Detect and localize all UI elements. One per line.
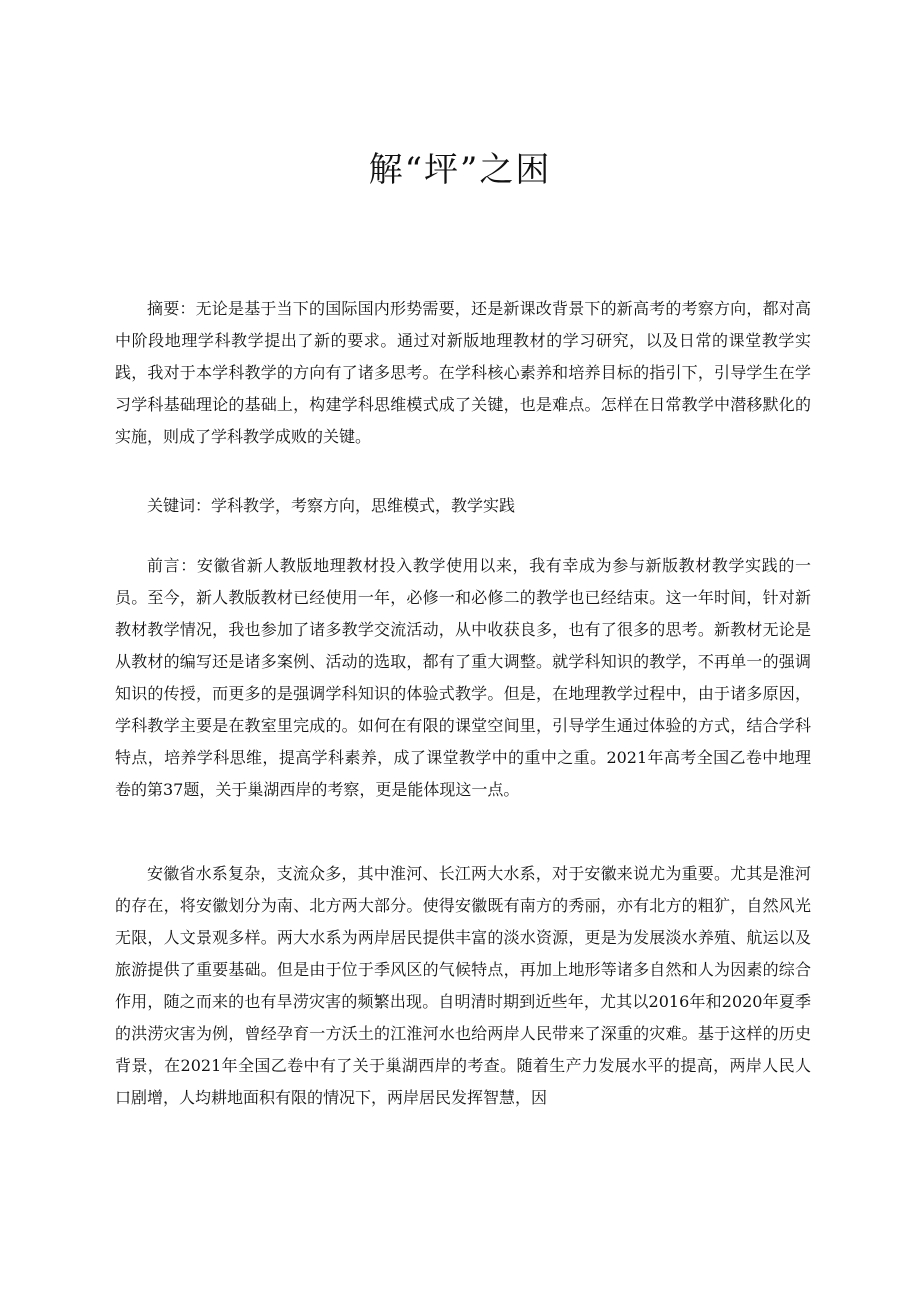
keywords-paragraph: 关键词：学科教学，考察方向，思维模式，教学实践 [147,496,516,515]
intro-paragraph: 前言：安徽省新人教版地理教材投入教学使用以来，我有幸成为参与新版教材教学实践的一员。至今，新人教版教材已经使用一年，必修一和必修二的教学也已经结束。这一年时间，针对新教材教学情况，我也参加了诸多教学交流活动，从中收获良多，也有了很多的思考。新教材无论是从教材的编写还是诸多案例、活动的选取，都有了重大调整。就学科知识的教学，不再单一的强调知识的传授，而更多的是强调学科知识的体验式教学。但是，在地理教学过程中，由于诸多原因，学科教学主要是在教室里完成的。如何在有限的课堂空间里，引导学生通过体验的方式，结合学科特点，培养学科思维，提高学科素养，成了课堂教学中的重中之重。2021年高考全国乙卷中地理卷的第37题，关于巢湖西岸的考察，更是能体现这一点。 [115,556,811,799]
anhui-water-system-paragraph: 安徽省水系复杂，支流众多，其中淮河、长江两大水系，对于安徽来说尤为重要。尤其是淮河的存在，将安徽划分为南、北方两大部分。使得安徽既有南方的秀丽，亦有北方的粗犷，自然风光无限，人文景观多样。两大水系为两岸居民提供丰富的淡水资源，更是为发展淡水养殖、航运以及旅游提供了重要基础。但是由于位于季风区的气候特点，再加上地形等诸多自然和人为因素的综合作用，随之而来的也有旱涝灾害的频繁出现。自明清时期到近些年，尤其以2016年和2020年夏季的洪涝灾害为例，曾经孕育一方沃土的江淮河水也给两岸人民带来了深重的灾难。基于这样的历史背景，在2021年全国乙卷中有了关于巢湖西岸的考查。随着生产力发展水平的提高，两岸人民人口剧增，人均耕地面积有限的情况下，两岸居民发挥智慧，因 [115,864,811,1107]
document-title: 解“坪”之困 [368,150,552,190]
abstract-paragraph: 摘要：无论是基于当下的国际国内形势需要，还是新课改背景下的新高考的考察方向，都对高中阶段地理学科教学提出了新的要求。通过对新版地理教材的学习研究，以及日常的课堂教学实践，我对于本学科教学的方向有了诸多思考。在学科核心素养和培养目标的指引下，引导学生在学习学科基础理论的基础上，构建学科思维模式成了关键，也是难点。怎样在日常教学中潜移默化的实施，则成了学科教学成败的关键。 [115,299,811,446]
